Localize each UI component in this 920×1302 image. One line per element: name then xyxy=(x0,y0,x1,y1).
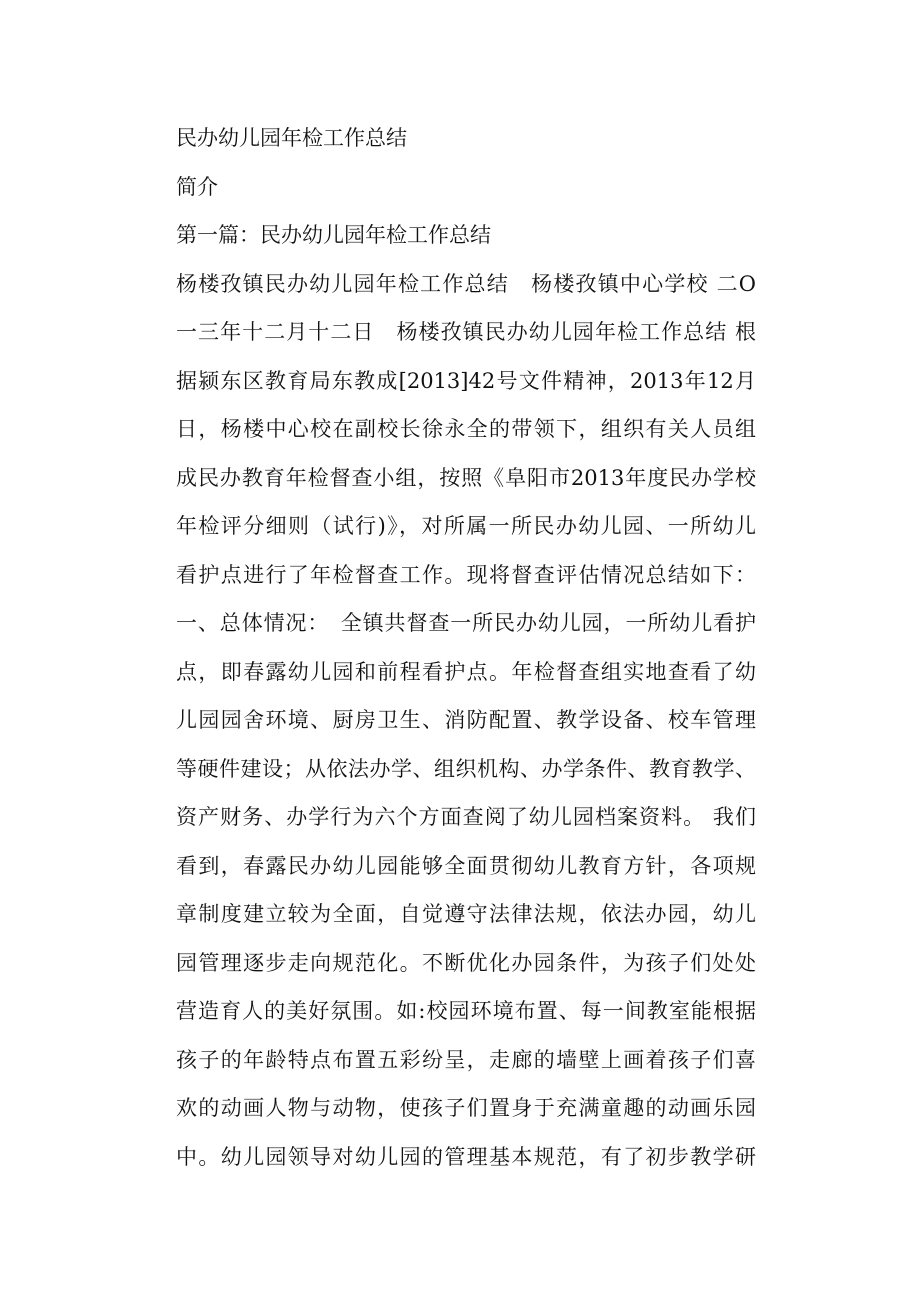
text-line: 看护点进行了年检督查工作。现将督查评估情况总结如下： xyxy=(176,562,756,587)
text-line: 章制度建立较为全面，自觉遵守法律法规，依法办园，幼儿 xyxy=(176,902,756,926)
text-line: 营造育人的美好氛围。如:校园环境布置、每一间教室能根据 xyxy=(176,999,756,1023)
text-line: 儿园园舍环境、厨房卫生、消防配置、教学设备、校车管理 xyxy=(176,708,756,732)
text-line: 中。幼儿园领导对幼儿园的管理基本规范，有了初步教学研 xyxy=(176,1144,756,1169)
text-line: 成民办教育年检督查小组，按照《阜阳市2013年度民办学校 xyxy=(176,465,756,490)
text-line: 一三年十二月十二日 杨楼孜镇民办幼儿园年检工作总结 根 xyxy=(176,320,756,344)
text-line: 日，杨楼中心校在副校长徐永全的带领下，组织有关人员组 xyxy=(176,417,756,441)
text-line: 杨楼孜镇民办幼儿园年检工作总结 杨楼孜镇中心学校 二O xyxy=(176,271,756,296)
document-body xyxy=(176,114,756,1181)
text-line: 据颍东区教育局东教成[2013]42号文件精神，2013年12月 xyxy=(176,368,756,393)
text-line: 欢的动画人物与动物，使孩子们置身于充满童趣的动画乐园 xyxy=(176,1096,756,1120)
text-line: 园管理逐步走向规范化。不断优化办园条件，为孩子们处处 xyxy=(176,950,756,975)
text-line: 一、总体情况： 全镇共督查一所民办幼儿园，一所幼儿看护 xyxy=(176,611,756,635)
text-line: 年检评分细则（试行)》，对所属一所民办幼儿园、一所幼儿 xyxy=(176,514,756,538)
text-line: 等硬件建设；从依法办学、组织机构、办学条件、教育教学、 xyxy=(176,756,756,781)
section-heading-intro: 简介 xyxy=(176,174,218,199)
text-line: 资产财务、办学行为六个方面查阅了幼儿园档案资料。 我们 xyxy=(176,805,756,829)
text-line: 看到，春露民办幼儿园能够全面贯彻幼儿教育方针，各项规 xyxy=(176,853,756,878)
chapter-heading: 第一篇：民办幼儿园年检工作总结 xyxy=(176,223,491,247)
text-line: 孩子的年龄特点布置五彩纷呈，走廊的墙壁上画着孩子们喜 xyxy=(176,1047,756,1072)
document-title: 民办幼儿园年检工作总结 xyxy=(176,126,407,150)
text-line: 点，即春露幼儿园和前程看护点。年检督查组实地查看了幼 xyxy=(176,659,756,684)
